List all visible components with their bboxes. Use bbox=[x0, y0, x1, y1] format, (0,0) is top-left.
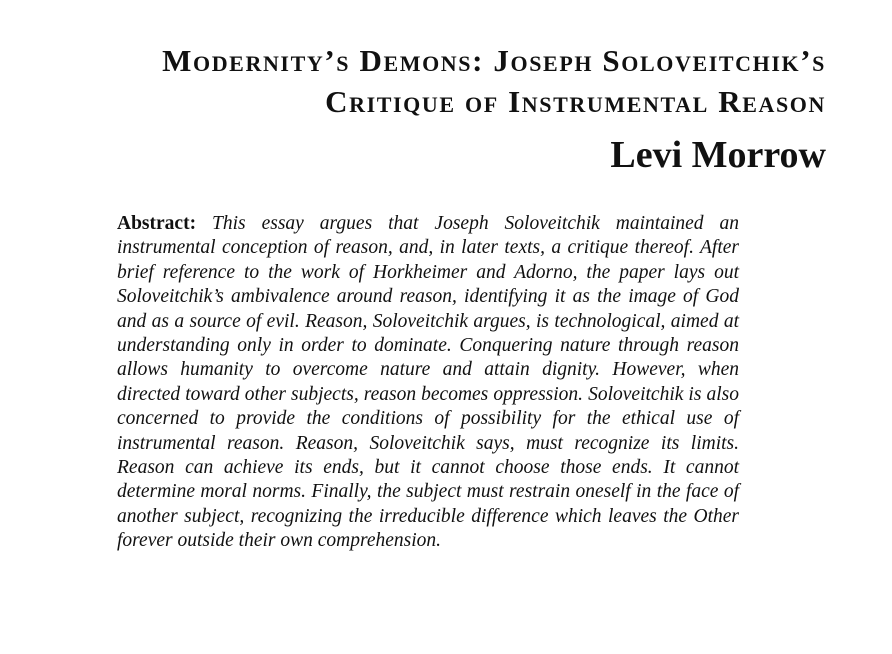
paper-title-line-1: Modernity’s Demons: Joseph Soloveitchik’s bbox=[162, 43, 826, 78]
abstract-text: This essay argues that Joseph Soloveitchik maintained an instrumental conception of reason, and, in later texts, a critique thereof. After brief reference to the work of Horkheimer and Adorno, the paper lays out Soloveitchik’s ambivalence around reason, identifying it as the image of God and as a source of evil. Reason, Soloveitchik argues, is technological, aimed at understanding only in order to dominate. Conquering nature through reason allows humanity to overcome nature and attain dignity. However, when directed toward other subjects, reason becomes oppression. Soloveitchik is also concerned to provide the conditions of possibility for the ethical use of instrumental reason. Reason, Soloveitchik says, must recognize its limits. Reason can achieve its ends, but it cannot choose those ends. It cannot determine moral norms. Finally, the subject must restrain oneself in the face of another subject, recognizing the irreducible difference which leaves the Other forever outside their own comprehension. bbox=[117, 213, 739, 552]
author-name: Levi Morrow bbox=[610, 134, 826, 176]
abstract bbox=[117, 212, 739, 554]
paper-title-line-2: Critique of Instrumental Reason bbox=[325, 84, 826, 119]
title-block bbox=[162, 40, 826, 178]
abstract-label: Abstract: bbox=[117, 213, 197, 234]
